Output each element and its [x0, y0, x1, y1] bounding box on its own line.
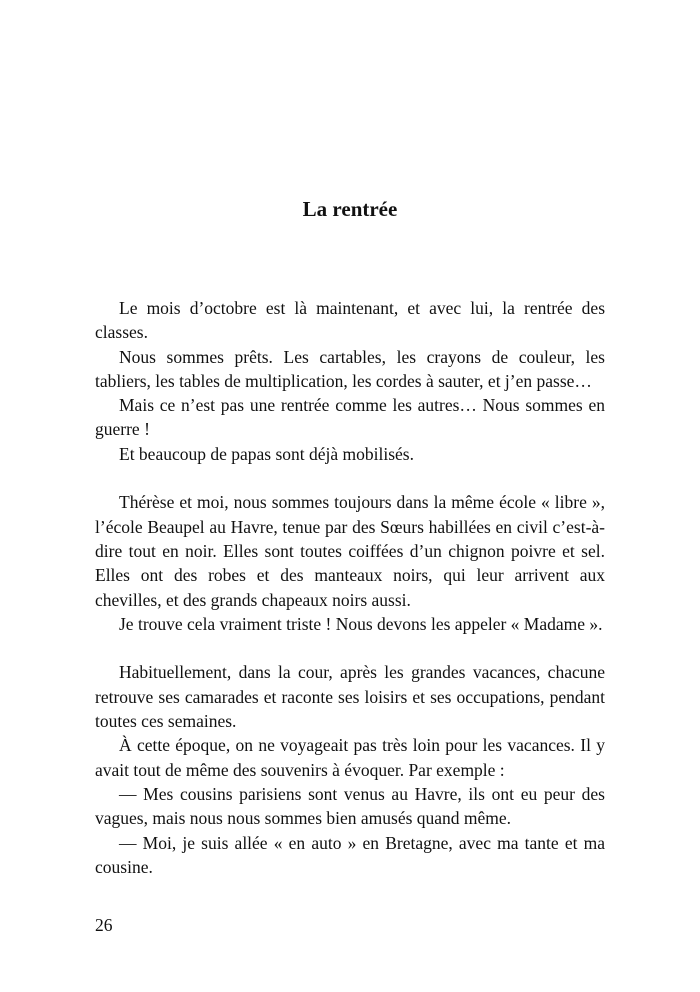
page-number: 26 — [95, 915, 113, 935]
paragraph: Thérèse et moi, nous sommes toujours dans la même école « libre », l’école Beaupel au Havre, tenue par des Sœurs habillées en civil c’est-à-dire tout en noir. Elles sont toutes coiffées d’un chignon poivre et sel. Elles ont des robes et des manteaux noirs, qui leur arrivent aux chevilles, et des grands chapeaux noirs aussi. — [95, 492, 605, 610]
chapter-title: La rentrée — [302, 197, 398, 221]
dialogue-line: — Moi, je suis allée « en auto » en Bretagne, avec ma tante et ma cousine. — [95, 832, 605, 877]
paragraph: Nous sommes prêts. Les cartables, les crayons de couleur, les tabliers, les tables de multiplication, les cordes à sauter, et j’en passe… — [95, 346, 605, 391]
paragraph: Le mois d’octobre est là maintenant, et avec lui, la rentrée des classes. — [95, 298, 605, 343]
dialogue-line: — Mes cousins parisiens sont venus au Havre, ils ont eu peur des vagues, mais nous nous sommes bien amusés quand même. — [95, 783, 605, 829]
paragraph: Habituellement, dans la cour, après les grandes vacances, chacune retrouve ses camarades et raconte ses loisirs et ses occupations, pendant toutes ces semaines. — [95, 662, 605, 732]
paragraph: Je trouve cela vraiment triste ! Nous devons les appeler « Madame ». — [119, 613, 603, 634]
chapter-body — [95, 296, 605, 879]
paragraph: À cette époque, on ne voyageait pas très loin pour les vacances. Il y avait tout de même des souvenirs à évoquer. Par exemple : — [95, 735, 605, 780]
paragraph: Mais ce n’est pas une rentrée comme les autres… Nous sommes en guerre ! — [95, 395, 605, 440]
paragraph: Et beaucoup de papas sont déjà mobilisés. — [119, 443, 414, 464]
